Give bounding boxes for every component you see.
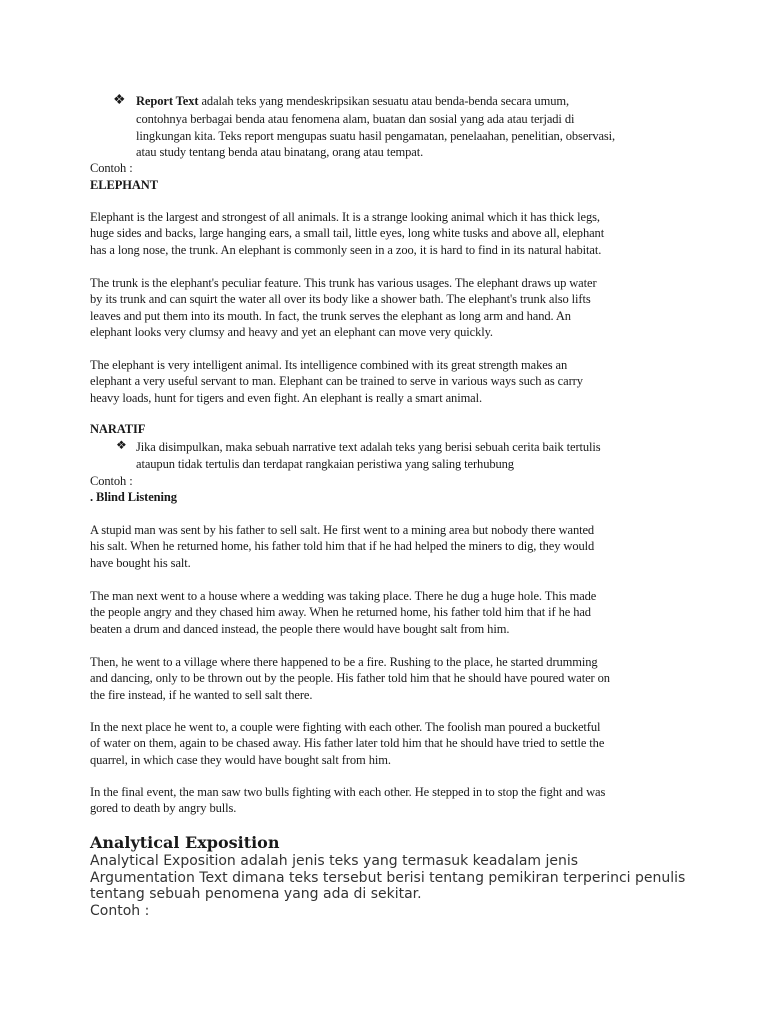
story-paragraph: The man next went to a house where a wedding was taking place. There he dug a huge hole. This made the people angry and they chased him away. When he returned home, his father told him that if he had beaten a drum and danced instead, the people there would have bought salt from him. <box>90 589 597 636</box>
story-paragraph: A stupid man was sent by his father to sell salt. He first went to a mining area but nobody there wanted his salt. When he returned home, his father told him that if he had helped the miners to dig, they would have bought his salt. <box>90 523 595 570</box>
report-line: lingkungan kita. Teks report mengupas suatu hasil pengamatan, penelaahan, penelitian, observasi, <box>136 128 616 143</box>
report-first-line: Report Text adalah teks yang mendeskripsikan sesuatu atau benda-benda secara umum, <box>136 94 569 108</box>
contoh-label: Contoh : <box>90 161 133 175</box>
elephant-title: ELEPHANT <box>90 178 158 192</box>
story-paragraph: Then, he went to a village where there happened to be a fire. Rushing to the place, he started drumming and dancing, only to be thrown out by the people. His father told him that he should have poured water on the fire instead, if he wanted to sell salt there. <box>90 655 610 702</box>
naratif-definition: Jika disimpulkan, maka sebuah narrative text adalah teks yang berisi sebuah cerita baik tertulis ataupun tidak tertulis dan terdapat rangkaian peristiwa yang saling terhubung <box>136 440 601 472</box>
report-line: atau study tentang benda atau binatang, orang atau tempat. <box>136 145 424 160</box>
report-term: Report Text <box>136 94 199 108</box>
analytical-title: Analytical Exposition <box>90 833 280 852</box>
diamond-bullet-icon: ❖ <box>116 438 127 452</box>
story-paragraph: In the final event, the man saw two bulls fighting with each other. He stepped in to stop the fight and was gored to death by angry bulls. <box>90 785 606 816</box>
report-line: contohnya berbagai benda atau fenomena alam, buatan dan sosial yang ada atau terjadi di <box>136 112 575 127</box>
report-definition <box>136 93 696 161</box>
diamond-bullet-icon: ❖ <box>113 93 126 108</box>
elephant-paragraph: The trunk is the elephant's peculiar feature. This trunk has various usages. The elephant draws up water by its trunk and can squirt the water all over its body like a shower bath. The elephant's trunk also lifts leaves and put them into its mouth. In fact, the trunk serves the elephant as long arm and hand. An elephant looks very clumsy and heavy and yet an elephant can move very quickly. <box>90 276 597 340</box>
elephant-paragraph: Elephant is the largest and strongest of all animals. It is a strange looking animal which it has thick legs, huge sides and backs, large hanging ears, a small tail, little eyes, long white tusks and above all, elephant has a long nose, the trunk. An elephant is commonly seen in a zoo, it is hard to find in its natural habitat. <box>90 210 605 257</box>
story-paragraph: In the next place he went to, a couple were fighting with each other. The foolish man poured a bucketful of water on them, again to be chased away. His father later told him that he should have tried to settle the quarrel, in which case they would have bought salt from him. <box>90 720 605 767</box>
blind-listening-title: . Blind Listening <box>90 490 177 504</box>
elephant-paragraph: The elephant is very intelligent animal. Its intelligence combined with its great strength makes an elephant a very useful servant to man. Elephant can be trained to serve in various ways such as carry heavy loads, hunt for tigers and even fight. An elephant is really a smart animal. <box>90 358 583 405</box>
contoh-label: Contoh : <box>90 474 133 488</box>
analytical-definition: Analytical Exposition adalah jenis teks yang termasuk keadalam jenis Argumentation Text dimana teks tersebut berisi tentang pemikiran terperinci penulis tentang sebuah penomena yang ada di sekitar. Contoh : <box>90 853 710 919</box>
naratif-title: NARATIF <box>90 422 146 436</box>
contoh-label: Contoh : <box>90 902 150 919</box>
